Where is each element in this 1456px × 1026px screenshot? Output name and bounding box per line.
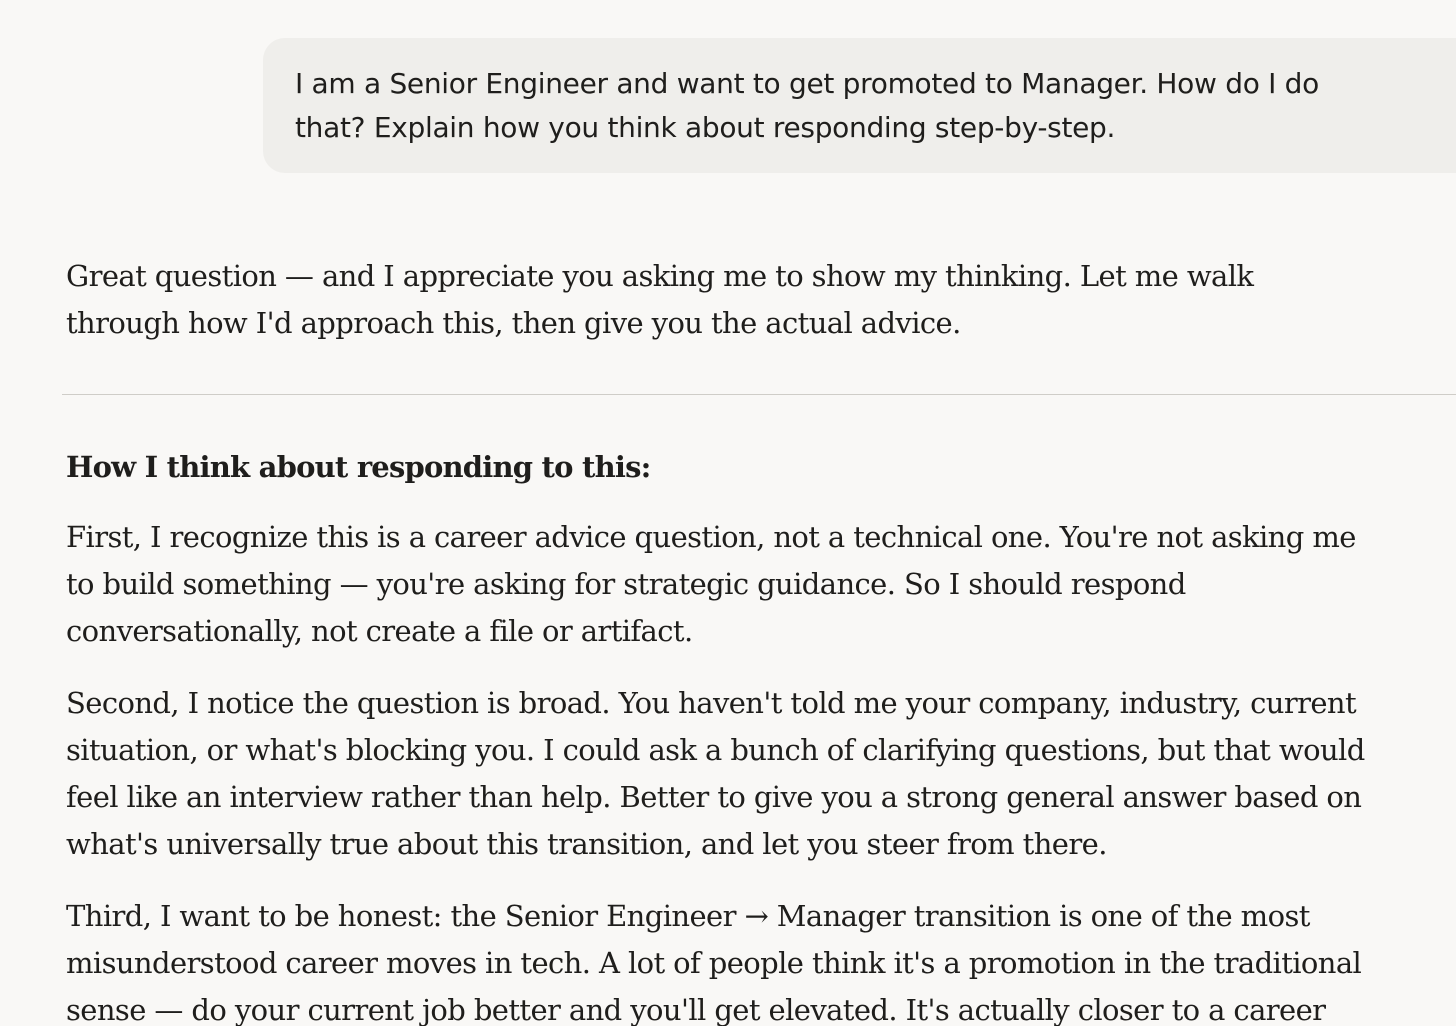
paragraph-line: situation, or what's blocking you. I could ask a bunch of clarifying questions, but that would (66, 733, 1365, 767)
paragraph-first (66, 514, 1356, 655)
section-heading: How I think about responding to this: (66, 450, 651, 484)
paragraph-second (66, 680, 1365, 868)
user-message-line: I am a Senior Engineer and want to get promoted to Manager. How do I do (295, 67, 1319, 100)
paragraph-line: sense — do your current job better and you'll get elevated. It's actually closer to a career (66, 993, 1326, 1026)
user-message-line: that? Explain how you think about responding step-by-step. (295, 111, 1116, 144)
assistant-intro (66, 253, 1253, 347)
intro-line: Great question — and I appreciate you asking me to show my thinking. Let me walk (66, 259, 1254, 293)
user-message-bubble (263, 38, 1456, 173)
paragraph-line: misunderstood career moves in tech. A lot of people think it's a promotion in the traditional (66, 946, 1362, 980)
paragraph-line: Third, I want to be honest: the Senior Engineer → Manager transition is one of the most (66, 899, 1310, 933)
paragraph-line: what's universally true about this transition, and let you steer from there. (66, 827, 1107, 861)
paragraph-line: Second, I notice the question is broad. You haven't told me your company, industry, current (66, 686, 1357, 720)
paragraph-line: to build something — you're asking for strategic guidance. So I should respond (66, 567, 1186, 601)
section-divider (62, 394, 1456, 395)
intro-line: through how I'd approach this, then give you the actual advice. (66, 306, 961, 340)
paragraph-line: conversationally, not create a file or artifact. (66, 614, 693, 648)
paragraph-line: feel like an interview rather than help. Better to give you a strong general answer based on (66, 780, 1362, 814)
paragraph-line: First, I recognize this is a career advice question, not a technical one. You're not asking me (66, 520, 1356, 554)
paragraph-third (66, 893, 1361, 1026)
